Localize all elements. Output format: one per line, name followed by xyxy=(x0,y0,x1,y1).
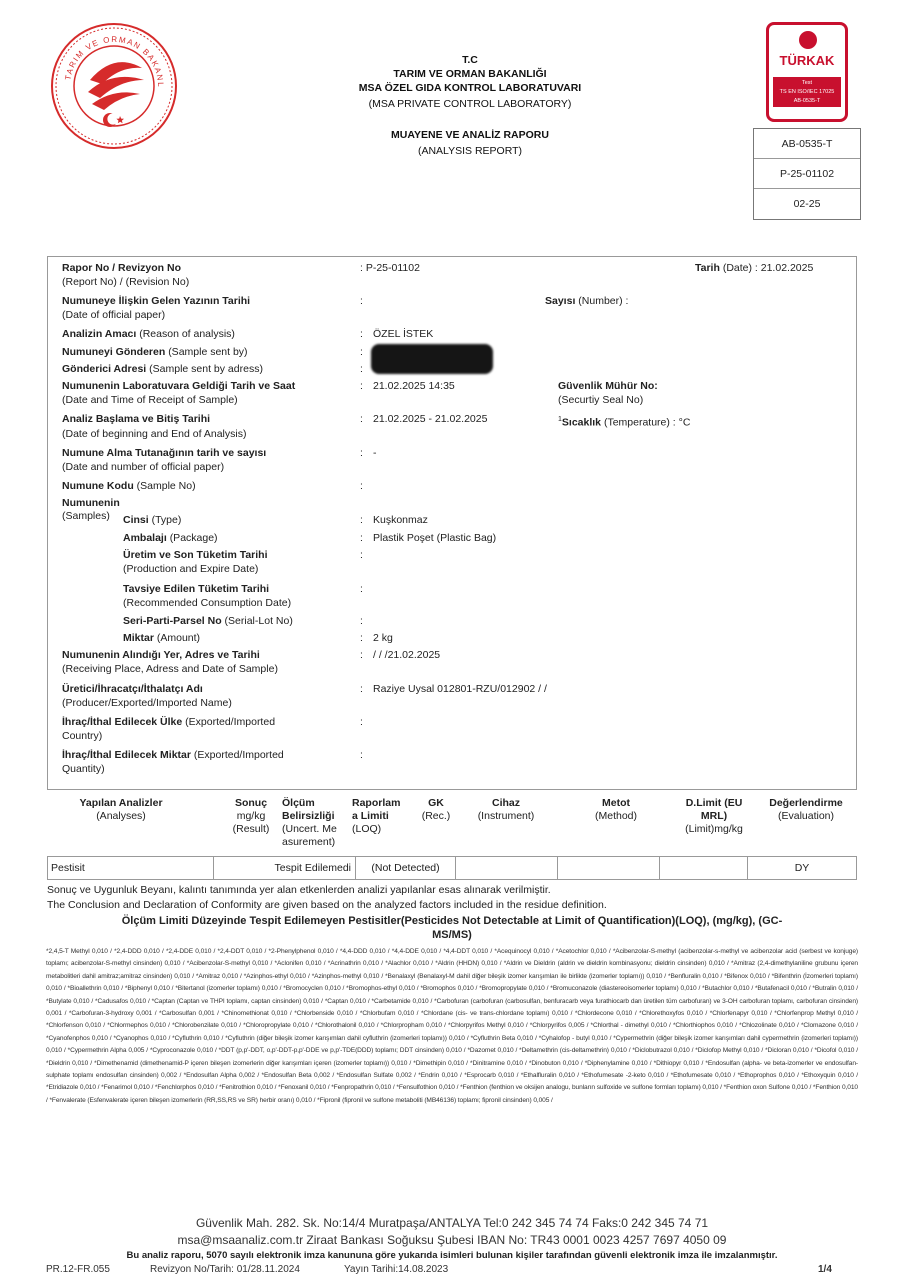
accreditation-line1: Test xyxy=(801,80,813,86)
result-uncertainty: (Not Detected) xyxy=(356,857,456,879)
receipt-value: 21.02.2025 14:35 xyxy=(373,380,455,392)
official-paper-label-en: (Date of official paper) xyxy=(62,309,166,321)
colon: : xyxy=(360,532,363,544)
producer-label: Üretici/İhracatçı/İthalatçı Adı xyxy=(62,683,203,695)
col-uncertainty: Ölçüm Belirsizliği (Uncert. Me asurement) xyxy=(282,797,337,848)
type-label: Cinsi (Type) xyxy=(123,514,182,526)
receiving-label-en: (Receiving Place, Adress and Date of Sample) xyxy=(62,663,278,675)
col-method: Metot (Method) xyxy=(594,797,637,822)
header-ministry: TARIM VE ORMAN BAKANLIĞI xyxy=(393,68,547,80)
report-no-value: : P-25-01102 xyxy=(360,262,420,274)
official-paper-label: Numuneye İlişkin Gelen Yazının Tarihi xyxy=(62,295,251,307)
number-field: Sayısı (Number) : xyxy=(545,295,629,307)
receipt-label-en: (Date and Time of Receipt of Sample) xyxy=(62,394,238,406)
col-rec: GK (Rec.) xyxy=(421,797,451,822)
quantity-label: İhraç/İthal Edilecek Miktar (Exported/Imported xyxy=(62,749,284,761)
package-label: Ambalajı (Package) xyxy=(123,532,218,544)
col-evaluation: Değerlendirme (Evaluation) xyxy=(769,797,843,822)
colon: : xyxy=(360,328,363,340)
redacted-sender xyxy=(371,344,493,374)
colon: : xyxy=(360,295,363,307)
turkak-logo-text: TÜRKAK xyxy=(779,53,835,68)
colon: : xyxy=(360,649,363,661)
quantity-label-en: Quantity) xyxy=(62,763,105,775)
svg-text:TARIM VE ORMAN BAKANLIĞI: TARIM VE ORMAN BAKANL xyxy=(63,34,166,89)
analysis-dates-value: 21.02.2025 - 21.02.2025 xyxy=(373,413,488,425)
report-code-box xyxy=(753,128,861,220)
colon: : xyxy=(360,583,363,595)
colon: : xyxy=(360,549,363,561)
accreditation-code: AB-0535-T xyxy=(754,129,860,159)
purpose-value: ÖZEL İSTEK xyxy=(373,328,434,340)
colon: : xyxy=(360,363,363,375)
consumption-label-en: (Recommended Consumption Date) xyxy=(123,597,292,609)
colon: : xyxy=(360,749,363,761)
col-analyses: Yapılan Analizler (Analyses) xyxy=(79,797,163,822)
form-code: PR.12-FR.055 xyxy=(46,1264,110,1275)
flag-icon xyxy=(799,31,817,49)
receiving-label: Numunenin Alındığı Yer, Adres ve Tarihi xyxy=(62,649,260,661)
result-method xyxy=(660,857,748,879)
temperature-field: $^1$Sıcaklık (Temperature) : °C xyxy=(558,416,691,429)
accreditation-line3: AB-0535-T xyxy=(793,98,821,104)
package-value: Plastik Poşet (Plastic Bag) xyxy=(373,532,497,544)
colon: : xyxy=(360,413,363,425)
result-instrument xyxy=(558,857,660,879)
result-evaluation: DY xyxy=(794,862,810,874)
security-seal-label-en: (Securtiy Seal No) xyxy=(558,394,644,406)
col-loq: Raporlam a Limiti (LOQ) xyxy=(352,797,401,835)
receipt-label: Numunenin Laboratuvara Geldiği Tarih ve Saat xyxy=(62,380,296,392)
producer-label-en: (Producer/Exported/Imported Name) xyxy=(62,697,232,709)
table-row xyxy=(47,856,857,880)
report-title: MUAYENE VE ANALİZ RAPORU xyxy=(391,129,549,141)
sender-label: Numuneyi Gönderen (Sample sent by) xyxy=(62,346,248,358)
result-value: Tespit Edilemedi xyxy=(214,857,356,879)
footer-bank: msa@msaanaliz.com.tr Ziraat Bankası Soğuksu Şubesi IBAN No: TR43 0001 0023 4257 7697 4050 09 xyxy=(177,1233,727,1247)
type-value: Kuşkonmaz xyxy=(373,514,428,526)
turkak-logo xyxy=(766,22,848,122)
result-analysis: Pestisit xyxy=(48,857,214,879)
serial-label: Seri-Parti-Parsel No (Serial-Lot No) xyxy=(123,615,293,627)
colon: : xyxy=(360,447,363,459)
production-label-en: (Production and Expire Date) xyxy=(123,563,259,575)
security-seal-label: Güvenlik Mühür No: xyxy=(558,380,658,392)
samples-label: Numunenin xyxy=(62,497,120,509)
colon: : xyxy=(360,615,363,627)
report-code: P-25-01102 xyxy=(754,159,860,189)
accreditation-line2: TS EN ISO/IEC 17025 xyxy=(779,89,835,95)
conformity-note-tr: Sonuç ve Uygunluk Beyanı, kalıntı tanımında yer alan etkenlerden analizi yapılanlar esas alınarak verilmiştir. xyxy=(47,884,551,896)
pesticide-list: *2,4,5-T Methyl 0,010 / *2,4-DDD 0,010 / *2,4-DDE 0,010 / *2,4-DDT 0,010 / *2-Phenylphenol 0,010 / *4,4-DDD 0,010 / *4,4-DDE 0,010 / *4,4-DDT 0,010 / *Acequinocyl 0,010 / *Acetochlor 0,010 / *Acibenzolar-S-methyl (acibenzolar-s-methyl ve acibenzolar acid (serbest ve konjuge) toplamı; acibenzolar-S-methyl cinsinden) 0,010 / *Acibenzolar-S-methyl 0,010 / *Aclonifen 0,010 / *Acrinathrin 0,010 / *Alachlor 0,010 / *Aldrin (HHDN) 0,010 / *Aldrin ve Dieldrin (aldrin ve dieldrin kombinasyonu; dieldrin cinsinden) 0,010 / *Amitraz (2,4-dimethylaniline grubunu içeren metabolitleri dahil amitraz;amitraz cinsinden) 0,010 / *Amitraz 0,010 / *Azinphos-ethyl 0,010 / *Azinphos-methyl 0,010 / *Benalaxyl (Benalaxyl-M dahil diğer bileşik izomer karışımları ile birlikte (izomerler toplamı)) 0,010 / *Benfluralin 0,010 / *Bifenox 0,010 / *Bifenthrin (İzomerleri toplamı) 0,010 / *Bioallethrin 0,010 / *Biphenyl 0,010 / *Bitertanol (izomerler toplamı) 0,010 / *Bromocyclen 0,010 / *Bromophos-ethyl 0,010 / *Bromophos 0,010 / *Bromopropylate 0,010 / *Bromuconazole (diastereoisomerler toplamı) 0,010 / *Butachlor 0,010 / *Butafenacil 0,010 / *Butralin 0,010 / *Butylate 0,010 / *Cadusafos 0,010 / *Captan (Captan ve THPI toplamı, captan cinsinden) 0,010 / *Captan 0,010 / *Carbetamide 0,010 / *Carbofuran (carbofuran (carbosulfan, benfuracarb veya furathiocarb dan üretilen tüm carbofuran) ve 3-OH carbofuran toplamı, carbofuran cinsinden) 0,001 / *Carbofuran-3-hydroxy 0,001 / *Carbosulfan 0,001 / *Chinomethionat 0,010 / *Chlorbenside 0,010 / *Chlorbufam 0,010 / *Chlordane (cis- ve trans-chlordane toplamı) 0,010 / *Chlordecone 0,010 / *Chlorethoxyfos 0,010 / *Chlorfenapyr 0,010 / *Chlorfenprop Methyl 0,010 / *Chlorfenson 0,010 / *Chlormephos 0,010 / *Chlorobenzilate 0,010 / *Chloropropylate 0,010 / *Chlorothalonil 0,010 / *Chlorpropham 0,010 / *Chlorpyrifos Methyl 0,010 / *Chlorpyrifos 0,005 / *Chlorthal - dimethyl 0,010 / *Chlorthiophos 0,010 / *Chlozolinate 0,010 / *Clomazone 0,010 / *Cyanofenphos 0,010 / *Cyanophos 0,010 / *Cyfluthrin 0,010 / *Cyfluthrin (diğer bileşik izomer karışımları dahil cyfluthrin (izomerleri toplamı)) 0,010 / *Cyfluthrin Beta 0,010 / *Cyhalofop - butyl 0,010 / *Cypermethrin (diğer bileşik izomer karışımları dahil cypermethrin (izomerleri toplamı)) 0,010 / *Cypermethrin Alpha 0,005 / *Cyproconazole 0,010 / *DDT (p,p'-DDT, o,p'-DDT-p,p'-DDE ve p,p'-TDE(DDD) toplamı; DDT cinsinden) 0,010 / *Dazomet 0,010 / *Deltamethrin (cis-deltamethrin) 0,010 / *Diclobutrazol 0,010 / *Diclofop Methyl 0,010 / *Dicloran 0,010 / *Dicofol 0,010 / *Dieldrin 0,010 / *Dimethenamid (dimethenamid-P içeren bileşen izomerlerin diğer karışımları içeren (izomerler toplamı)) 0,010 / *Dimethipin 0,010 / *Dinitramine 0,010 / *Dinobuton 0,010 / *Diphenylamine 0,010 / *Dithiopyr 0,010 / *Endosulfan (alpha- ve beta-izomerler ve endosulfan-sulphate toplamı endosulfan cinsinden) 0,002 / *Endosulfan Alpha 0,002 / *Endosulfan Beta 0,002 / *Endosulfan Sulfate 0,002 / *Endrin 0,010 / *Esprocarb 0,010 / *Ethalfluralin 0,010 / *Ethofumesate -2-keto 0,010 / *Ethofumesate 0,010 / *Ethoprophos 0,010 / *Ethoxyquin 0,010 / *Etridiazole 0,010 / *Fenarimol 0,010 / *Fenchlorphos 0,010 / *Fenitrothion 0,010 / *Fenoxanil 0,010 / *Fenpropathrin 0,010 / *Fensulfothion 0,010 / *Fenthion (fenthion ve oksijen analogu, bunların sulfoxide ve sulfone formları toplamı) 0,010 / *Fenthion oxon Sulfone 0,010 / *Fenthion 0,010 / *Fenvalerate (Esfenvalerate içeren bileşen izomerlerin (RR,SS,RS ve SR) herbir oranı) 0,010 / *Fipronil (fipronil ve sulfone metaboliti (MB46136) toplamı; fipronil cinsinden) 0,005 / xyxy=(46,948,858,1104)
result-loq xyxy=(456,857,558,879)
country-label-en: Country) xyxy=(62,730,103,742)
conformity-note-en: The Conclusion and Declaration of Conformity are given based on the analyzed factors included in the residue definition. xyxy=(47,899,607,911)
report-no-label-en: (Report No) / (Revision No) xyxy=(62,276,190,288)
sampling-label-en: (Date and number of official paper) xyxy=(62,461,225,473)
header-country: T.C xyxy=(462,54,478,66)
colon: : xyxy=(360,632,363,644)
colon: : xyxy=(360,716,363,728)
sender-address-label: Gönderici Adresi (Sample sent by adress) xyxy=(62,363,263,375)
sample-code-label: Numune Kodu (Sample No) xyxy=(62,480,196,492)
header-lab: MSA ÖZEL GIDA KONTROL LABORATUVARI xyxy=(358,82,582,94)
colon: : xyxy=(360,380,363,392)
date-field: Tarih (Date) : 21.02.2025 xyxy=(695,262,814,274)
footer-address: Güvenlik Mah. 282. Sk. No:14/4 Muratpaşa/ANTALYA Tel:0 242 345 74 74 Faks:0 242 345 74 71 xyxy=(195,1216,709,1230)
col-instrument: Cihaz (Instrument) xyxy=(477,797,535,822)
page-number: 1/4 xyxy=(818,1264,832,1275)
ministry-seal xyxy=(50,22,178,150)
receiving-value: / / /21.02.2025 xyxy=(373,649,441,661)
col-dlimit: D.Limit (EU MRL) (Limit)mg/kg xyxy=(685,797,743,835)
analysis-dates-label-en: (Date of beginning and End of Analysis) xyxy=(62,428,247,440)
col-result: Sonuç mg/kg (Result) xyxy=(232,797,270,835)
amount-label: Miktar (Amount) xyxy=(123,632,201,644)
pesticide-title: Ölçüm Limiti Düzeyinde Tespit Edilemeyen Pestisitler(Pesticides Not Detectable at Limit of Quantification)(LOQ), (mg/kg), (GC- MS/MS) xyxy=(121,915,783,941)
report-title-en: (ANALYSIS REPORT) xyxy=(417,145,523,157)
consumption-label: Tavsiye Edilen Tüketim Tarihi xyxy=(123,583,270,595)
analysis-dates-label: Analiz Başlama ve Bitiş Tarihi xyxy=(62,413,211,425)
colon: : xyxy=(360,346,363,358)
sampling-value: - xyxy=(373,447,377,459)
report-no-label: Rapor No / Revizyon No xyxy=(62,262,182,274)
header-lab-en: (MSA PRIVATE CONTROL LABORATORY) xyxy=(368,98,572,110)
producer-value: Raziye Uysal 012801-RZU/012902 / / xyxy=(373,683,547,695)
publish-date: Yayın Tarihi:14.08.2023 xyxy=(344,1264,449,1275)
production-label: Üretim ve Son Tüketim Tarihi xyxy=(123,549,268,561)
revision-code: 02-25 xyxy=(793,198,821,210)
accreditation-band xyxy=(773,77,841,107)
purpose-label: Analizin Amacı (Reason of analysis) xyxy=(62,328,235,340)
colon: : xyxy=(360,480,363,492)
amount-value: 2 kg xyxy=(373,632,393,644)
colon: : xyxy=(360,514,363,526)
footer-esign: Bu analiz raporu, 5070 sayılı elektronik imza kanununa göre yukarıda isimleri bulunan kişiler tarafından güvenli elektronik imza ile imzalanmıştır. xyxy=(126,1250,778,1261)
country-label: İhraç/İthal Edilecek Ülke (Exported/Imported xyxy=(62,716,276,728)
sampling-label: Numune Alma Tutanağının tarih ve sayısı xyxy=(62,447,267,459)
colon: : xyxy=(360,683,363,695)
revision-info: Revizyon No/Tarih: 01/28.11.2024 xyxy=(150,1264,300,1275)
samples-label-en: (Samples) xyxy=(62,510,110,522)
